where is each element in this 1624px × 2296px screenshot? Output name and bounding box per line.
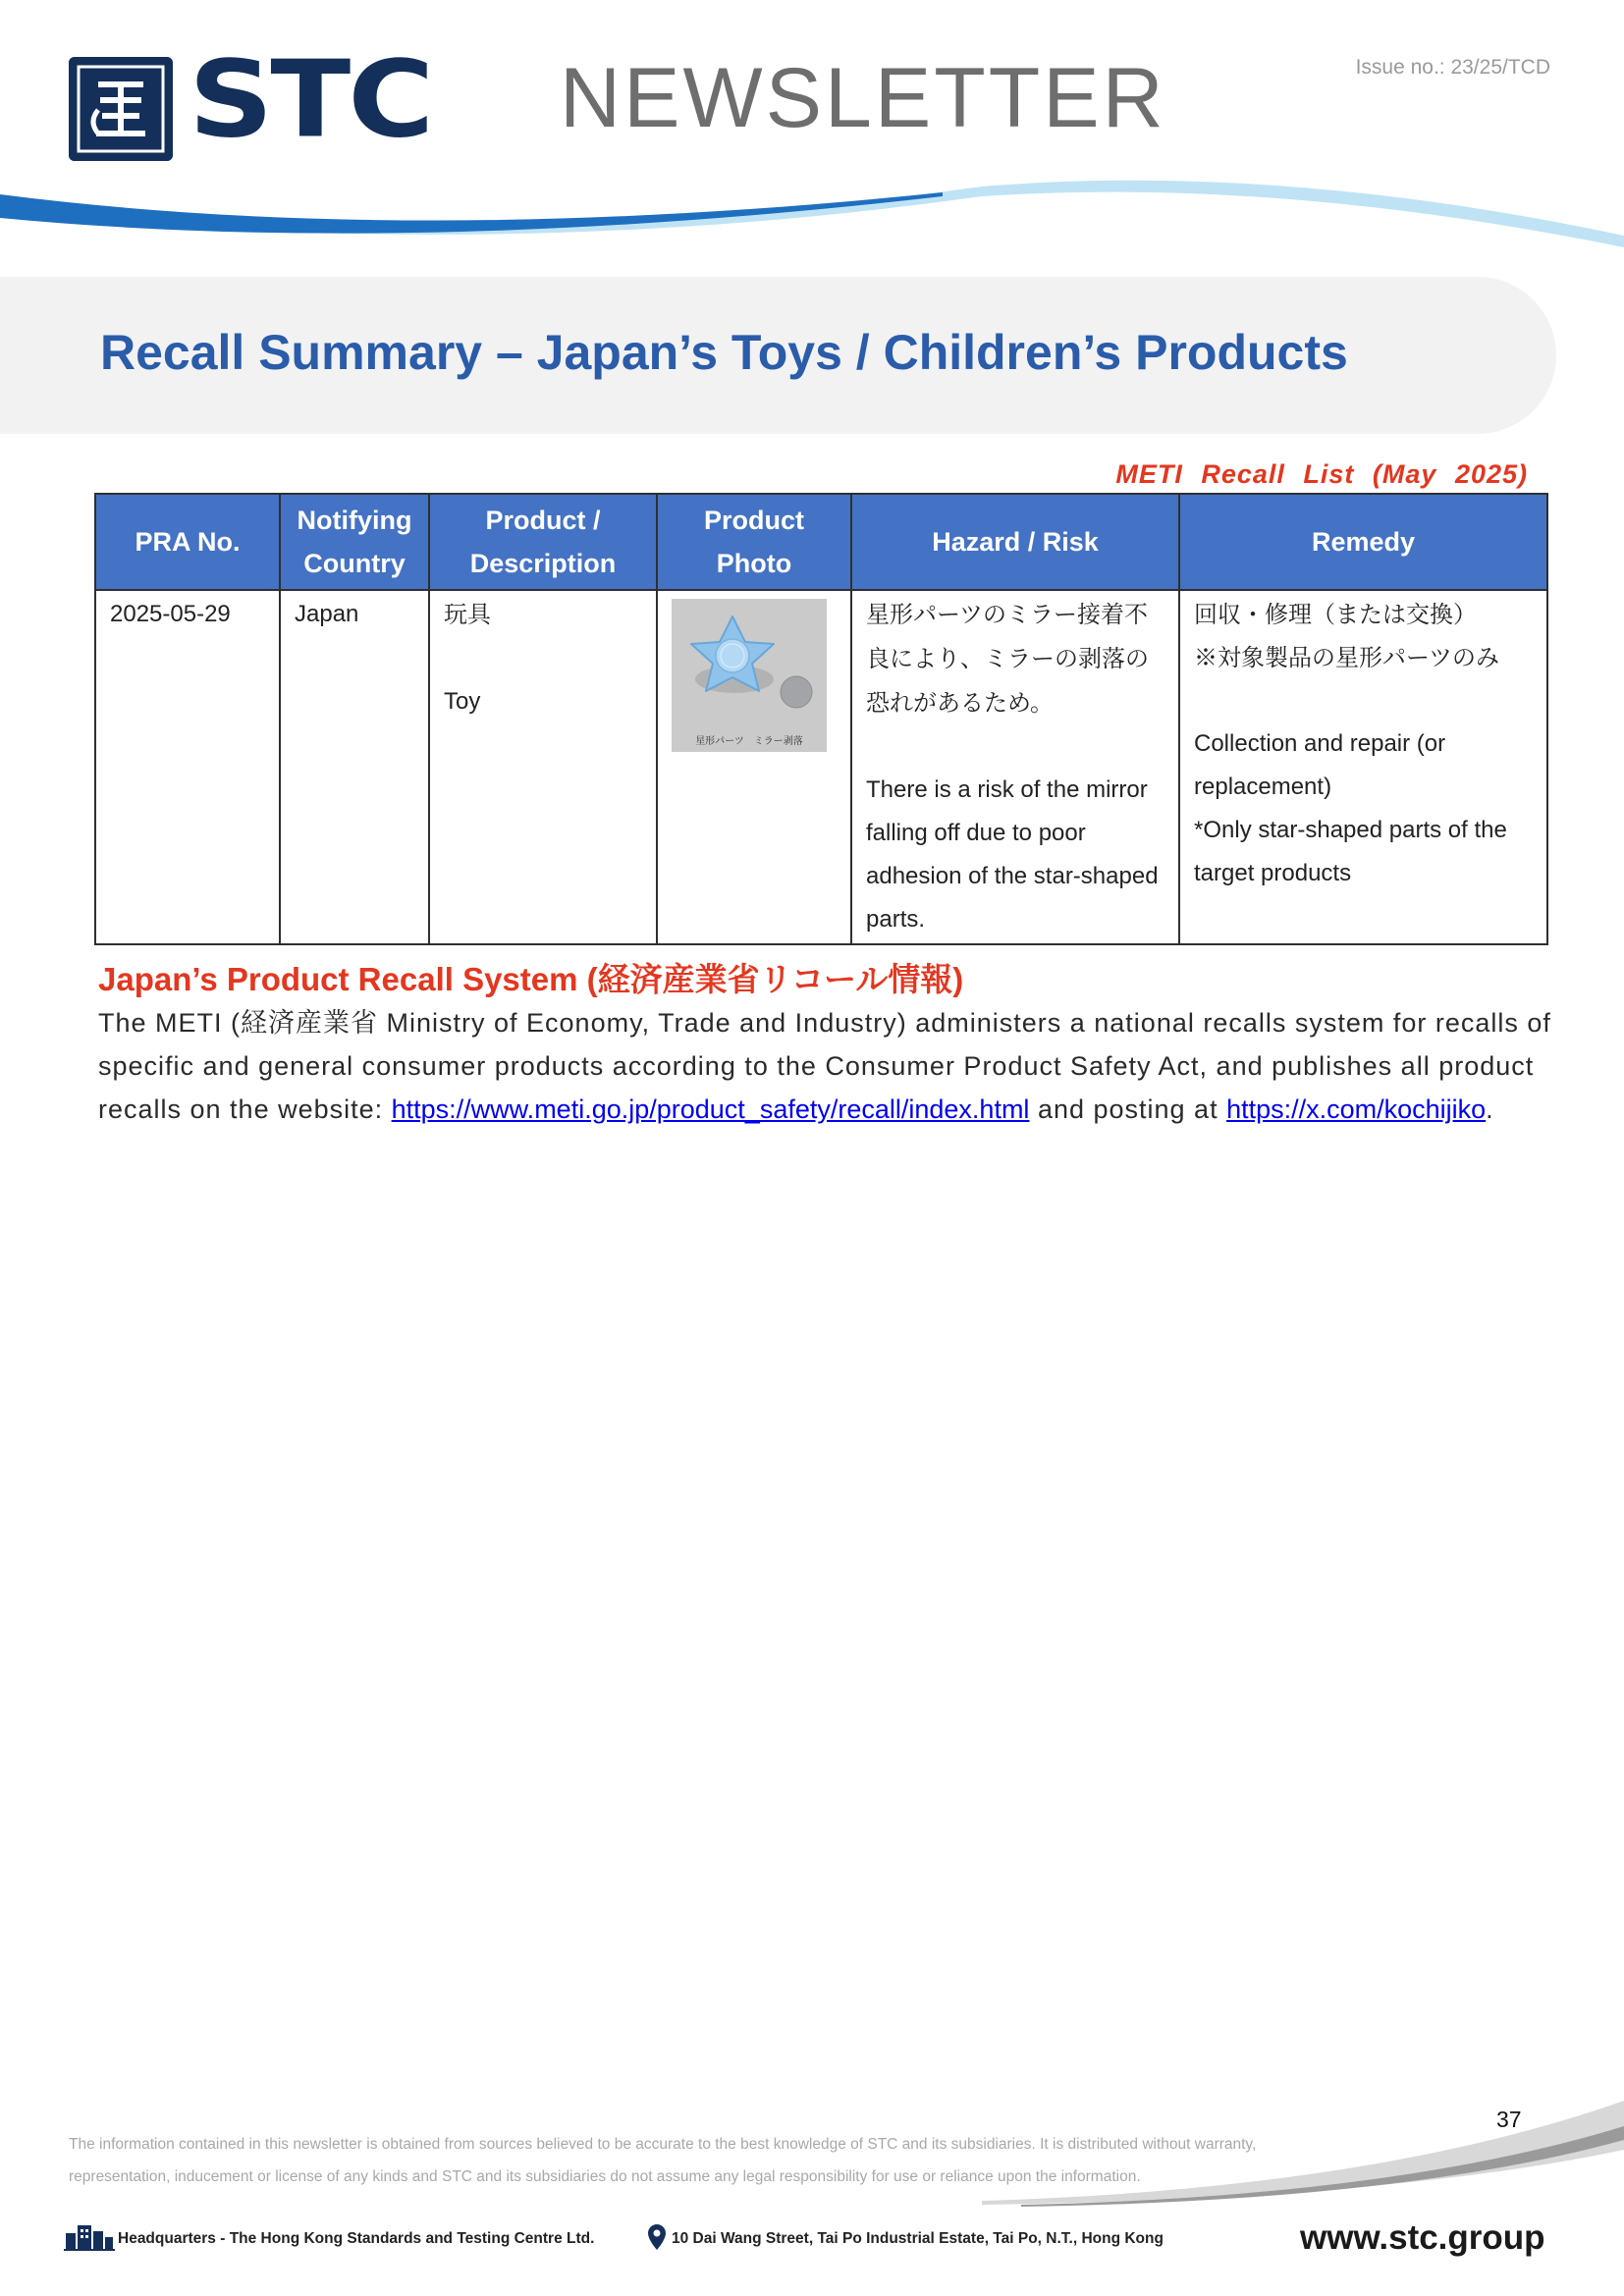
website-link[interactable]: www.stc.group: [1300, 2218, 1545, 2257]
stc-logo-text: STC: [189, 38, 432, 162]
location-pin-icon: [648, 2224, 666, 2250]
cell-product: [429, 590, 657, 944]
section-body-text-1: The METI (経済産業省 Ministry of Economy, Trade and Industry) administers a national recalls system for recalls of specific and general consumer products according to the Consumer Product Safety Act, and publishes all product recalls on the website:: [98, 1008, 1551, 1124]
section-body-text-2: and posting at: [1029, 1095, 1227, 1124]
section-heading: Japan’s Product Recall System (経済産業省リコール情報): [98, 961, 964, 997]
header-notifying-country: Notifying Country: [280, 494, 429, 590]
cell-pra-no: [95, 590, 280, 944]
meti-recall-link[interactable]: https://www.meti.go.jp/product_safety/recall/index.html: [391, 1095, 1030, 1124]
page-title: Recall Summary – Japan’s Toys / Children’s Products: [100, 325, 1348, 380]
table-header-row: [95, 494, 1547, 590]
remedy-en-1: Collection and repair (or replacement): [1194, 730, 1446, 800]
hazard-jp: 星形パーツのミラー接着不良により、ミラーの剥落の恐れがあるため。: [866, 601, 1149, 717]
cell-country: [280, 590, 429, 944]
product-jp: 玩具: [444, 601, 491, 628]
header-swoosh-decoration: [0, 167, 1624, 265]
disclaimer-text: The information contained in this newsletter is obtained from sources believed to be accurate to the best knowledge of STC and its subsidiaries. It is distributed without warranty, representation, inducement or license of any kinds and STC and its subsidiaries do not assume any legal responsibility for use or reliance upon the information.: [69, 2136, 1257, 2185]
x-kochijiko-link[interactable]: https://x.com/kochijiko: [1226, 1095, 1487, 1124]
stc-logo-icon: [69, 57, 173, 161]
header-remedy: Remedy: [1179, 494, 1547, 590]
header-pra-no: PRA No.: [95, 494, 280, 590]
headquarters-text: Headquarters - The Hong Kong Standards and Testing Centre Ltd.: [118, 2230, 595, 2247]
product-en: Toy: [444, 688, 481, 715]
table-caption: METI Recall List (May 2025): [1115, 459, 1528, 489]
recall-table: [94, 493, 1548, 945]
remedy-en-2: *Only star-shaped parts of the target products: [1194, 817, 1507, 886]
photo-caption: 星形パーツ ミラー剥落: [695, 736, 803, 747]
remedy-jp-1: 回収・修理（または交換）: [1194, 601, 1477, 628]
cell-hazard: [851, 590, 1179, 944]
building-icon: [64, 2221, 115, 2251]
issue-number: Issue no.: 23/25/TCD: [1355, 56, 1550, 79]
pra-no-value: 2025-05-29: [110, 601, 231, 627]
cell-photo: [657, 590, 851, 944]
table-row: [95, 590, 1547, 944]
newsletter-title: NEWSLETTER: [560, 51, 1166, 145]
header-product-photo: Product Photo: [657, 494, 851, 590]
hazard-en: There is a risk of the mirror falling off due to poor adhesion of the star-shaped parts.: [866, 776, 1159, 933]
section-body-text-3: .: [1486, 1095, 1494, 1124]
product-photo-image: [672, 599, 827, 752]
country-value: Japan: [295, 601, 359, 627]
address-text: 10 Dai Wang Street, Tai Po Industrial Estate, Tai Po, N.T., Hong Kong: [672, 2230, 1164, 2247]
header-product-description: Product / Description: [429, 494, 657, 590]
cell-remedy: [1179, 590, 1547, 944]
page-number: 37: [1496, 2107, 1522, 2132]
section-body: [98, 1001, 1551, 1131]
header-hazard-risk: Hazard / Risk: [851, 494, 1179, 590]
remedy-jp-2: ※対象製品の星形パーツのみ: [1194, 644, 1500, 671]
